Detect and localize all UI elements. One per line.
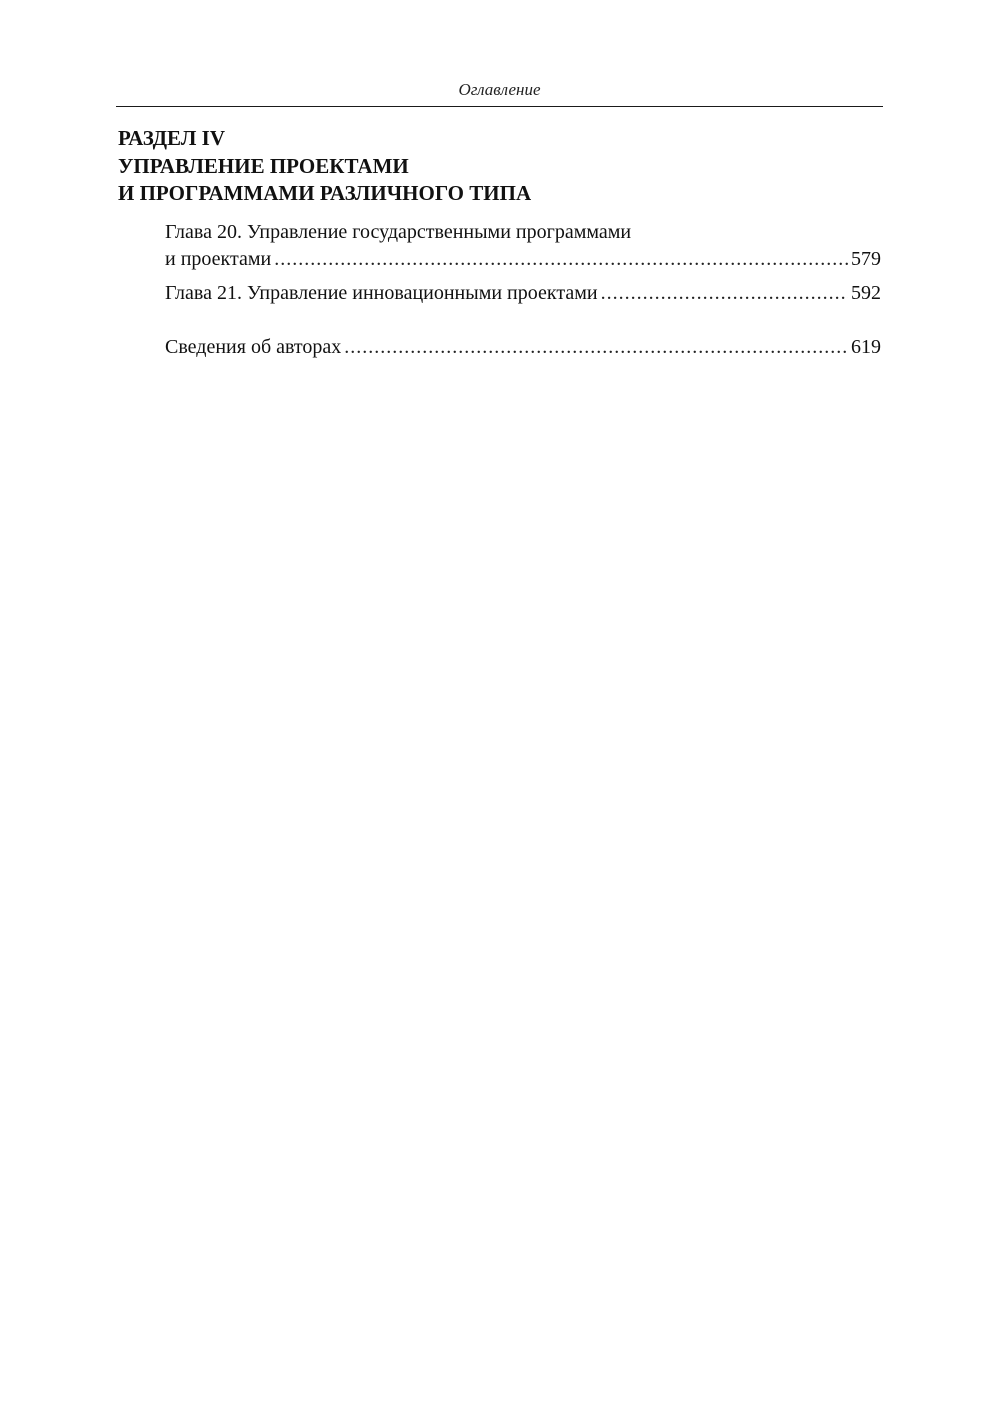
section-number: РАЗДЕЛ IV [118,126,225,150]
section-title-line-1: УПРАВЛЕНИЕ ПРОЕКТАМИ [118,153,409,178]
header-rule [116,106,883,107]
toc-entry-title: Сведения об авторах [165,336,342,358]
toc-entry-chapter-21[interactable] [165,280,881,307]
toc-entry-title: Глава 20. Управление государственными программами [165,221,632,243]
dot-leader [274,246,848,273]
toc-page-number: 592 [851,282,881,304]
toc-entry-chapter-20[interactable] [165,219,881,273]
toc-page-number: 619 [851,336,881,358]
toc-entry-title-continued: и проектами [165,248,272,270]
section-title-line-2: И ПРОГРАММАМИ РАЗЛИЧНОГО ТИПА [118,181,532,205]
dot-leader [344,334,848,361]
toc-entry-authors[interactable] [165,334,881,361]
dot-leader [601,280,848,307]
running-head: Оглавление [458,80,541,99]
section-heading [118,125,878,208]
toc-entry-title: Глава 21. Управление инновационными проектами [165,282,598,304]
table-of-contents [165,219,881,361]
toc-page-number: 579 [851,248,881,270]
